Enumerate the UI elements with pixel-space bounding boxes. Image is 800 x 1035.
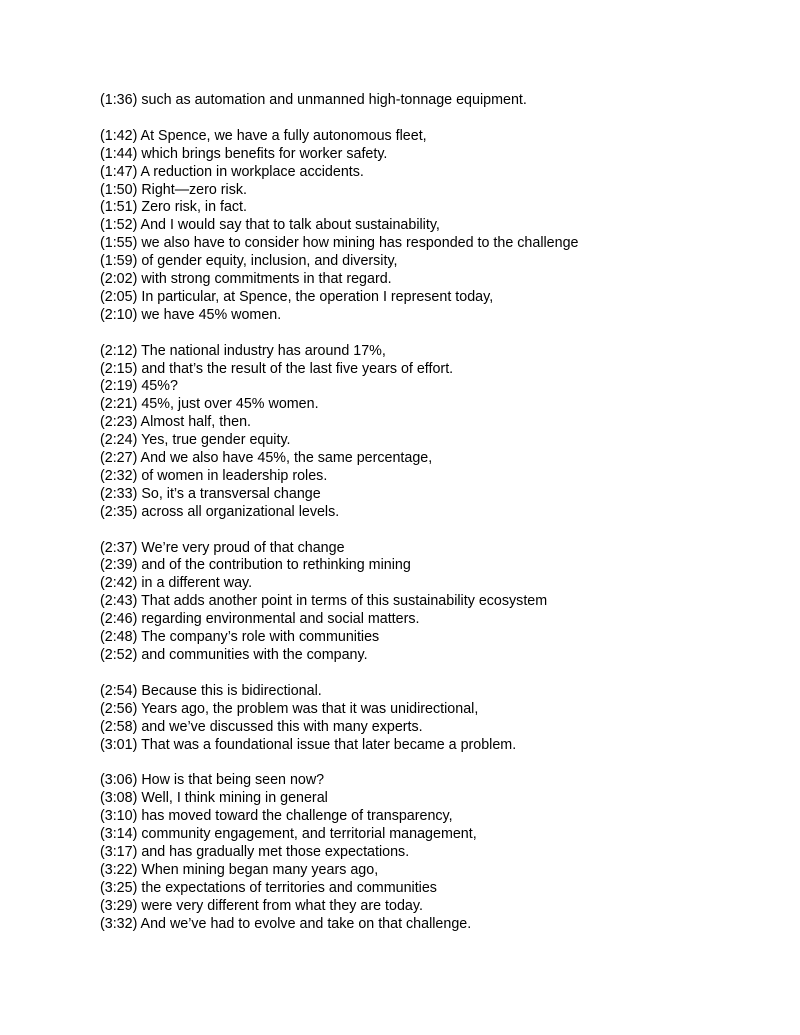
timestamp: (2:32) bbox=[100, 467, 138, 484]
transcript-line bbox=[100, 808, 760, 826]
transcript-line bbox=[100, 432, 760, 450]
line-text: across all organizational levels. bbox=[141, 503, 340, 520]
line-text: Right—zero risk. bbox=[141, 181, 248, 198]
timestamp: (3:29) bbox=[100, 897, 138, 914]
transcript-line bbox=[100, 343, 760, 361]
timestamp: (3:06) bbox=[100, 772, 138, 789]
timestamp: (1:36) bbox=[100, 92, 138, 108]
timestamp: (2:10) bbox=[100, 306, 138, 323]
line-text: and of the contribution to rethinking mining bbox=[141, 557, 411, 574]
timestamp: (1:42) bbox=[100, 127, 138, 144]
line-text: Zero risk, in fact. bbox=[141, 199, 248, 216]
timestamp: (1:47) bbox=[100, 163, 138, 180]
transcript-line bbox=[100, 504, 760, 522]
timestamp: (3:32) bbox=[100, 915, 138, 932]
timestamp: (2:24) bbox=[100, 432, 138, 449]
line-text: the expectations of territories and communities bbox=[141, 879, 437, 896]
timestamp: (2:15) bbox=[100, 360, 138, 377]
transcript-line bbox=[100, 396, 760, 414]
timestamp: (2:52) bbox=[100, 646, 138, 663]
transcript-line bbox=[100, 898, 760, 916]
line-text: which brings benefits for worker safety. bbox=[141, 145, 388, 162]
timestamp: (1:59) bbox=[100, 253, 138, 270]
line-text: We’re very proud of that change bbox=[141, 539, 345, 556]
line-text: How is that being seen now? bbox=[141, 772, 325, 789]
timestamp: (2:35) bbox=[100, 503, 138, 520]
timestamp: (2:39) bbox=[100, 557, 138, 574]
transcript-line bbox=[100, 557, 760, 575]
line-text: we have 45% women. bbox=[141, 306, 282, 323]
transcript-line bbox=[100, 916, 760, 934]
transcript-line bbox=[100, 826, 760, 844]
line-text: in a different way. bbox=[141, 575, 253, 592]
transcript-line bbox=[100, 253, 760, 271]
line-text: has moved toward the challenge of transparency, bbox=[141, 808, 453, 825]
transcript-line bbox=[100, 182, 760, 200]
transcript-line bbox=[100, 772, 760, 790]
timestamp: (1:51) bbox=[100, 199, 138, 216]
timestamp: (1:52) bbox=[100, 217, 138, 234]
line-text: and communities with the company. bbox=[141, 646, 368, 663]
line-text: of women in leadership roles. bbox=[141, 467, 328, 484]
transcript-line bbox=[100, 146, 760, 164]
timestamp: (3:10) bbox=[100, 808, 138, 825]
transcript-line bbox=[100, 289, 760, 307]
transcript-paragraph bbox=[100, 772, 760, 933]
timestamp: (3:25) bbox=[100, 879, 138, 896]
line-text: Almost half, then. bbox=[140, 414, 252, 431]
timestamp: (3:01) bbox=[100, 736, 138, 753]
timestamp: (1:55) bbox=[100, 235, 138, 252]
transcript-line bbox=[100, 164, 760, 182]
transcript-line bbox=[100, 540, 760, 558]
line-text: 45%? bbox=[141, 378, 178, 395]
timestamp: (1:44) bbox=[100, 145, 138, 162]
transcript-line bbox=[100, 361, 760, 379]
transcript-paragraph bbox=[100, 128, 760, 325]
transcript-line bbox=[100, 378, 760, 396]
transcript bbox=[100, 92, 760, 951]
line-text: In particular, at Spence, the operation I represent today, bbox=[141, 288, 494, 305]
line-text: And we’ve had to evolve and take on that challenge. bbox=[140, 915, 472, 932]
timestamp: (2:43) bbox=[100, 593, 138, 610]
line-text: were very different from what they are today. bbox=[141, 897, 423, 914]
transcript-line bbox=[100, 414, 760, 432]
line-text: we also have to consider how mining has responded to the challenge bbox=[141, 235, 579, 252]
transcript-line bbox=[100, 862, 760, 880]
transcript-paragraph bbox=[100, 343, 760, 522]
timestamp: (2:33) bbox=[100, 485, 138, 502]
transcript-line bbox=[100, 611, 760, 629]
line-text: That was a foundational issue that later became a problem. bbox=[141, 736, 517, 753]
line-text: with strong commitments in that regard. bbox=[141, 271, 392, 288]
timestamp: (2:19) bbox=[100, 378, 138, 395]
timestamp: (2:21) bbox=[100, 396, 138, 413]
timestamp: (2:12) bbox=[100, 342, 138, 359]
transcript-line bbox=[100, 593, 760, 611]
transcript-line bbox=[100, 629, 760, 647]
timestamp: (1:50) bbox=[100, 181, 138, 198]
transcript-line bbox=[100, 683, 760, 701]
line-text: At Spence, we have a fully autonomous fleet, bbox=[140, 127, 427, 144]
line-text: and we’ve discussed this with many experts. bbox=[141, 718, 423, 735]
line-text: regarding environmental and social matters. bbox=[141, 611, 420, 628]
line-text: 45%, just over 45% women. bbox=[141, 396, 319, 413]
transcript-line bbox=[100, 235, 760, 253]
line-text: and that’s the result of the last five years of effort. bbox=[141, 360, 454, 377]
transcript-line bbox=[100, 844, 760, 862]
timestamp: (2:46) bbox=[100, 611, 138, 628]
transcript-line bbox=[100, 92, 760, 110]
line-text: The national industry has around 17%, bbox=[141, 342, 386, 359]
line-text: And I would say that to talk about sustainability, bbox=[140, 217, 440, 234]
line-text: Well, I think mining in general bbox=[141, 790, 328, 807]
line-text: of gender equity, inclusion, and diversity, bbox=[141, 253, 398, 270]
transcript-line bbox=[100, 486, 760, 504]
transcript-paragraph bbox=[100, 92, 760, 110]
transcript-line bbox=[100, 307, 760, 325]
transcript-paragraph bbox=[100, 683, 760, 755]
line-text: Yes, true gender equity. bbox=[141, 432, 291, 449]
transcript-line bbox=[100, 880, 760, 898]
line-text: The company’s role with communities bbox=[141, 629, 380, 646]
line-text: community engagement, and territorial management, bbox=[141, 826, 477, 843]
transcript-line bbox=[100, 790, 760, 808]
timestamp: (2:37) bbox=[100, 539, 138, 556]
timestamp: (2:27) bbox=[100, 450, 138, 467]
transcript-line bbox=[100, 450, 760, 468]
transcript-line bbox=[100, 468, 760, 486]
line-text: When mining began many years ago, bbox=[141, 861, 379, 878]
transcript-line bbox=[100, 719, 760, 737]
timestamp: (2:42) bbox=[100, 575, 138, 592]
line-text: such as automation and unmanned high-tonnage equipment. bbox=[141, 92, 527, 108]
line-text: And we also have 45%, the same percentage, bbox=[140, 450, 433, 467]
timestamp: (2:23) bbox=[100, 414, 138, 431]
transcript-paragraph bbox=[100, 540, 760, 665]
timestamp: (2:48) bbox=[100, 629, 138, 646]
transcript-line bbox=[100, 737, 760, 755]
timestamp: (2:56) bbox=[100, 700, 138, 717]
transcript-line bbox=[100, 701, 760, 719]
line-text: A reduction in workplace accidents. bbox=[140, 163, 364, 180]
transcript-line bbox=[100, 128, 760, 146]
line-text: So, it’s a transversal change bbox=[141, 485, 321, 502]
line-text: That adds another point in terms of this sustainability ecosystem bbox=[141, 593, 548, 610]
timestamp: (3:14) bbox=[100, 826, 138, 843]
transcript-line bbox=[100, 271, 760, 289]
timestamp: (2:02) bbox=[100, 271, 138, 288]
line-text: Because this is bidirectional. bbox=[141, 682, 322, 699]
timestamp: (3:08) bbox=[100, 790, 138, 807]
transcript-line bbox=[100, 647, 760, 665]
timestamp: (3:22) bbox=[100, 861, 138, 878]
transcript-line bbox=[100, 217, 760, 235]
transcript-line bbox=[100, 575, 760, 593]
timestamp: (2:58) bbox=[100, 718, 138, 735]
timestamp: (2:54) bbox=[100, 682, 138, 699]
line-text: Years ago, the problem was that it was unidirectional, bbox=[141, 700, 479, 717]
timestamp: (2:05) bbox=[100, 288, 138, 305]
timestamp: (3:17) bbox=[100, 843, 138, 860]
line-text: and has gradually met those expectations. bbox=[141, 843, 410, 860]
transcript-line bbox=[100, 199, 760, 217]
